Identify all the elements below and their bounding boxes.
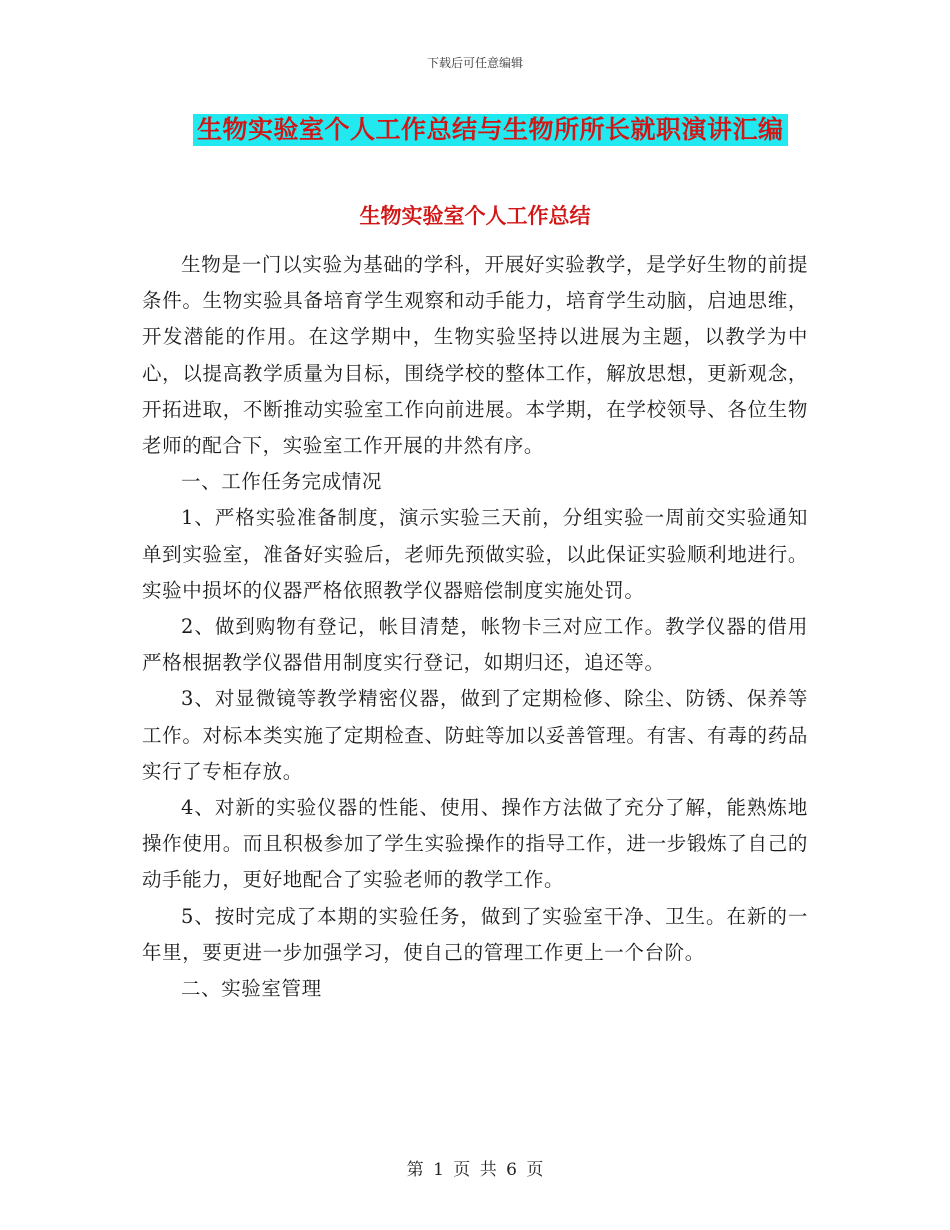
heading-task-completion: 一、工作任务完成情况 bbox=[181, 470, 383, 494]
paragraph-intro: 生物是一门以实验为基础的学科，开展好实验教学，是学好生物的前提条件。生物实验具备培育学生观察和动手能力，培育学生动脑，启迪思维，开发潜能的作用。在这学期中，生物实验坚持以进展为主题，以教学为中心，以提高教学质量为目标，围绕学校的整体工作，解放思想，更新观念，开拓进取，不断推动实验室工作向前进展。本学期，在学校领导、各位生物老师的配合下，实验室工作开展的井然有序。 bbox=[142, 253, 808, 458]
paragraph-item-3: 3、对显微镜等教学精密仪器，做到了定期检修、除尘、防锈、保养等工作。对标本类实施了定期检查、防蛀等加以妥善管理。有害、有毒的药品实行了专柜存放。 bbox=[142, 687, 808, 783]
document-title: 生物实验室个人工作总结与生物所所长就职演讲汇编 bbox=[193, 114, 788, 146]
page-number-footer: 第 1 页 共 6 页 bbox=[406, 1160, 544, 1180]
paragraph-item-2: 2、做到购物有登记，帐目清楚，帐物卡三对应工作。教学仪器的借用严格根据教学仪器借用制度实行登记，如期归还，追还等。 bbox=[142, 615, 808, 675]
paragraph-item-1: 1、严格实验准备制度，演示实验三天前，分组实验一周前交实验通知单到实验室，准备好实验后，老师先预做实验，以此保证实验顺利地进行。实验中损坏的仪器严格依照教学仪器赔偿制度实施处罚。 bbox=[142, 506, 808, 602]
section-title: 生物实验室个人工作总结 bbox=[359, 203, 591, 228]
document-body bbox=[142, 247, 808, 1007]
paragraph-item-4: 4、对新的实验仪器的性能、使用、操作方法做了充分了解，能熟炼地操作使用。而且积极参加了学生实验操作的指导工作，进一步锻炼了自己的动手能力，更好地配合了实验老师的教学工作。 bbox=[142, 796, 808, 892]
heading-lab-management: 二、实验室管理 bbox=[181, 977, 322, 1001]
header-note: 下载后可任意编辑 bbox=[426, 56, 523, 70]
paragraph-item-5: 5、按时完成了本期的实验任务，做到了实验室干净、卫生。在新的一年里，要更进一步加强学习，使自己的管理工作更上一个台阶。 bbox=[142, 904, 808, 964]
